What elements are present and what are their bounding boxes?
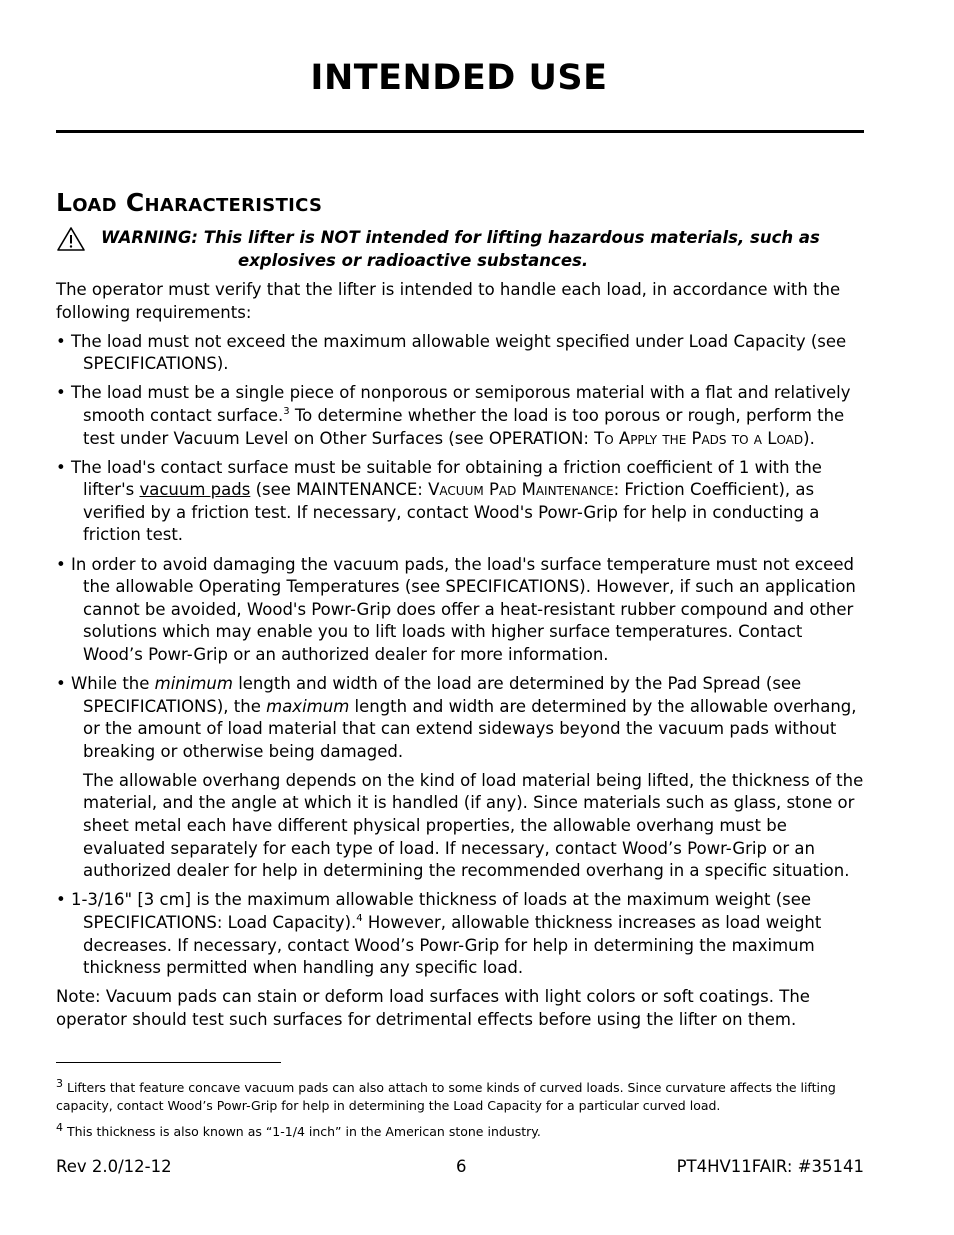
footnote: [56, 1075, 866, 1114]
footnote-divider: [56, 1062, 281, 1063]
requirement-text: • The load's contact surface must be suitable for obtaining a friction coefficient of 1 with the lifter's: [56, 457, 822, 500]
page-number: 6: [456, 1157, 467, 1176]
warning-triangle-icon: [56, 226, 86, 252]
body-content: [56, 279, 866, 1038]
requirement-friction: [56, 457, 866, 547]
requirement-text: ).: [803, 428, 815, 448]
overhang-paragraph: The allowable overhang depends on the kind of load material being lifted, the thickness of the material, and the angle at which it is handled (if any). Since materials such as glass, stone or sheet metal each have different physical properties, the allowable overhang must be evaluated separately for each type of load. If necessary, contact Wood’s Powr-Grip or an authorized dealer for help in determining the recommended overhang in a specific situation.: [83, 770, 864, 881]
requirement-text: However, allowable thickness increases as load weight decreases. If necessary, contact Wood’s Powr-Grip for help in determining the maximum thickness permitted when handling any specific load.: [83, 912, 822, 978]
requirement-text: (see MAINTENANCE:: [250, 480, 429, 500]
requirement-text: • The load must be a single piece of nonporous or semiporous material with a flat and relatively smooth contact surface.: [56, 383, 851, 425]
cross-reference: To Apply the Pads to a Load: [594, 428, 804, 448]
requirement-text: length and width are determined by the allowable overhang, or the amount of load material that can extend sideways beyond the vacuum pads without breaking or otherwise being damaged.: [83, 696, 857, 761]
requirement-text: : Friction Coefficient), as verified by a friction test. If necessary, contact Wood's Powr-Grip for help in conducting a friction test.: [83, 480, 820, 545]
emphasis-maximum: maximum: [266, 696, 350, 716]
page-title: INTENDED USE: [310, 58, 608, 98]
cross-reference: Vacuum Pad Maintenance: [428, 480, 614, 500]
footnote-ref[interactable]: 3: [283, 405, 290, 417]
requirement-material: [56, 382, 866, 450]
warning-text-line2: explosives or radioactive substances.: [238, 251, 589, 270]
footnote: [56, 1119, 866, 1141]
requirement-text: length and width of the load are determined by the Pad Spread (see SPECIFICATIONS), the: [83, 674, 802, 716]
footnote-number: 3: [56, 1077, 63, 1090]
emphasis-minimum: minimum: [154, 674, 233, 693]
footnote-text: Lifters that feature concave vacuum pads can also attach to some kinds of curved loads. Since curvature affects the lifting capacity, contact Wood’s Powr-Grip for help in determining the Load Capacity for a particular curved load.: [56, 1080, 836, 1113]
section-heading: Load Characteristics: [56, 188, 323, 217]
footnote-text: This thickness is also known as “1-1/4 inch” in the American stone industry.: [67, 1124, 541, 1139]
requirement-text: To determine whether the load is too porous or rough, perform the test under Vacuum Level on Other Surfaces (see OPERATION:: [83, 405, 845, 448]
requirement-text: • 1-3/16" [3 cm] is the maximum allowable thickness of loads at the maximum weight (see SPECIFICATIONS: Load Capacity).: [56, 890, 812, 932]
requirement-thickness: [56, 889, 866, 979]
requirement-text: • While the: [56, 674, 155, 693]
vacuum-pads-link[interactable]: vacuum pads: [139, 480, 251, 500]
intro-paragraph: The operator must verify that the lifter is intended to handle each load, in accordance with the following requirements:: [56, 280, 841, 322]
title-divider: [56, 130, 864, 133]
requirement-temperature: • In order to avoid damaging the vacuum pads, the load's surface temperature must not exceed the allowable Operating Temperatures (see SPECIFICATIONS). However, if such an application cannot be avoided, Wood's Powr-Grip does offer a heat-resistant rubber compound and other solutions which may enable you to lift loads with higher surface temperatures. Contact Wood’s Powr-Grip or an authorized dealer for more information.: [56, 554, 856, 664]
requirement-dimensions: [56, 673, 866, 763]
footnote-number: 4: [56, 1121, 63, 1134]
revision-label: Rev 2.0/12-12: [56, 1157, 172, 1176]
note-paragraph: Note: Vacuum pads can stain or deform load surfaces with light colors or soft coatings. The operator should test such surfaces for detrimental effects before using the lifter on them.: [56, 987, 810, 1029]
footnotes: [56, 1075, 866, 1146]
warning-text-line1: WARNING: This lifter is NOT intended for lifting hazardous materials, such as: [101, 228, 820, 247]
requirement-weight: • The load must not exceed the maximum allowable weight specified under Load Capacity (see SPECIFICATIONS).: [56, 331, 847, 374]
footnote-ref[interactable]: 4: [356, 912, 363, 924]
document-id: PT4HV11FAIR: #35141: [676, 1157, 864, 1176]
